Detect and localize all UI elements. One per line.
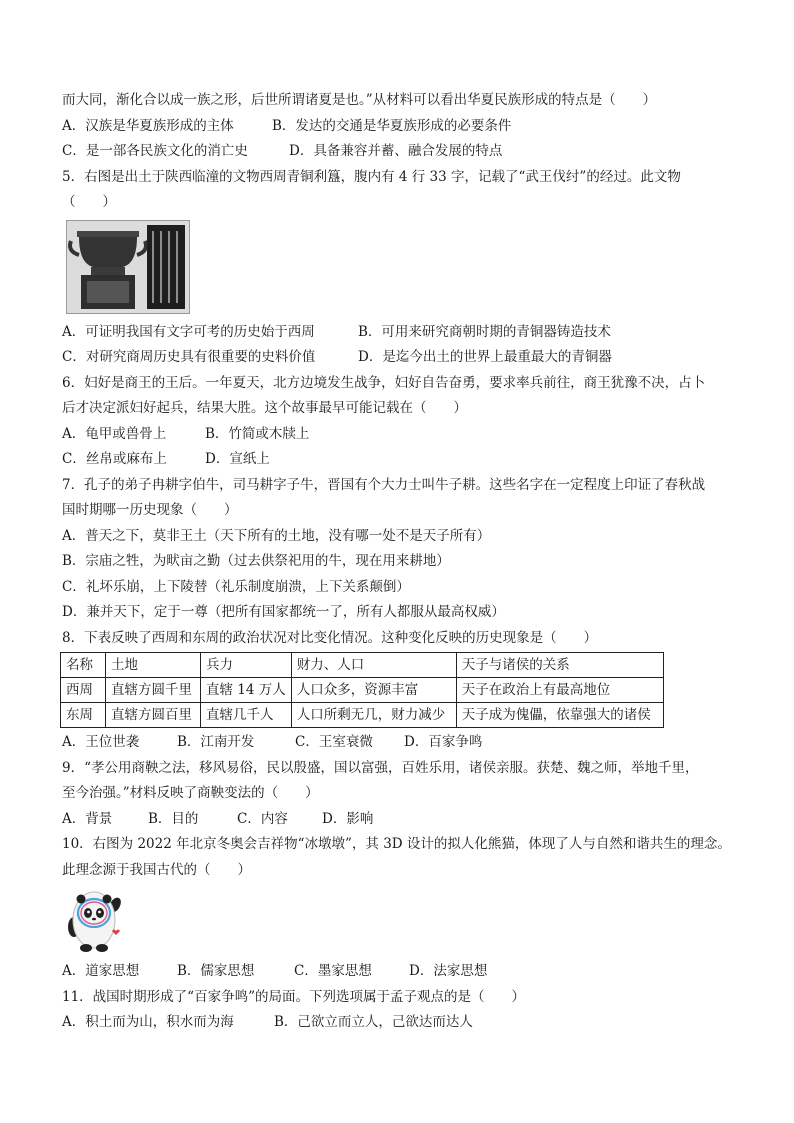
- q5-option-b[interactable]: B．可用来研究商朝时期的青铜器铸造技术: [358, 323, 611, 340]
- bing-dwen-dwen-figure: [64, 887, 124, 953]
- table-row: [61, 703, 664, 728]
- table-header-row: [61, 653, 664, 678]
- q8-option-a[interactable]: A．王位世袭: [62, 734, 140, 750]
- q7-option-a[interactable]: A．普天之下，莫非王土（天下所有的土地，没有哪一处不是天子所有）: [62, 527, 491, 544]
- table-header-cell: 天子与诸侯的关系: [456, 653, 663, 678]
- q4-option-a[interactable]: A．汉族是华夏族形成的主体: [62, 117, 234, 134]
- q10-option-d[interactable]: D．法家思想: [409, 963, 488, 979]
- table-cell: 天子成为傀儡，依靠强大的诸侯: [456, 703, 663, 728]
- q4-stem-tail: 而大同，渐化合以成一族之形，后世所谓诸夏是也。”从材料可以看出华夏民族形成的特点是（ ）: [62, 92, 657, 108]
- q9-stem-line1: 9．“孝公用商鞅之法，移风易俗，民以殷盛，国以富强，百姓乐用，诸侯亲服。获楚、魏之师，举地千里，: [62, 759, 699, 776]
- q9-option-c[interactable]: C．内容: [237, 810, 288, 827]
- q5-options-row1: [62, 320, 742, 346]
- q10-stem-line1: 10．右图为 2022 年北京冬奥会吉祥物“冰墩墩”，其 3D 设计的拟人化熊猫，体现了人与自然和谐共生的理念。: [62, 836, 731, 852]
- q8-option-b[interactable]: B．江南开发: [177, 734, 255, 750]
- table-row: [61, 678, 664, 703]
- table-cell: 直辖方圆百里: [106, 703, 201, 728]
- table-cell: 人口众多，资源丰富: [291, 678, 456, 703]
- q10-option-a[interactable]: A．道家思想: [62, 963, 140, 979]
- q5-options-row2: [62, 345, 742, 371]
- q5-option-d[interactable]: D．是迄今出土的世界上最重最大的青铜器: [358, 349, 612, 365]
- q7-option-b[interactable]: B．宗庙之牲，为畎亩之勤（过去供祭祀用的牛，现在用来耕地）: [62, 553, 450, 569]
- q9-stem-line2: 至今治强。”材料反映了商鞅变法的（ ）: [62, 785, 319, 801]
- table-cell: 天子在政治上有最高地位: [456, 678, 663, 703]
- bronze-vessel-icon: [67, 221, 189, 313]
- q5-stem-line2: （ ）: [62, 194, 116, 210]
- q11-stem: 11．战国时期形成了“百家争鸣”的局面。下列选项属于孟子观点的是（ ）: [62, 988, 525, 1005]
- exam-page: [62, 88, 742, 1036]
- table-header-cell: 土地: [106, 653, 201, 678]
- table-cell: 西周: [61, 678, 106, 703]
- q10-option-c[interactable]: C．墨家思想: [294, 963, 372, 979]
- q8-stem: 8．下表反映了西周和东周的政治状况对比变化情况。这种变化反映的历史现象是（ ）: [62, 629, 598, 646]
- table-header-cell: 兵力: [201, 653, 292, 678]
- panda-mascot-icon: [64, 887, 124, 953]
- q6-stem-line2: 后才决定派妇好起兵，结果大胜。这个故事最早可能记载在（ ）: [62, 400, 467, 416]
- q10-stem-line2: 此理念源于我国古代的（ ）: [62, 861, 251, 878]
- q7-stem-line2: 国时期哪一历史现象（ ）: [62, 502, 238, 518]
- q6-options-row2: [62, 447, 742, 473]
- q4-options-row2: [62, 139, 742, 165]
- q11-options-row1: [62, 1010, 742, 1036]
- q5-option-a[interactable]: A．可证明我国有文字可考的历史始于西周: [62, 323, 315, 340]
- q9-option-b[interactable]: B．目的: [148, 810, 199, 827]
- q9-option-d[interactable]: D．影响: [322, 810, 374, 827]
- q6-stem-line1: 6．妇好是商王的王后。一年夏天，北方边境发生战争，妇好自告奋勇，要求率兵前往，商王犹豫不决，占卜: [62, 374, 706, 391]
- q11-option-a[interactable]: A．积土而为山，积水而为海: [62, 1014, 234, 1030]
- q4-option-b[interactable]: B．发达的交通是华夏族形成的必要条件: [272, 117, 512, 134]
- q7-option-c[interactable]: C．礼坏乐崩，上下陵替（礼乐制度崩溃，上下关系颠倒）: [62, 578, 410, 595]
- q6-option-d[interactable]: D．宣纸上: [205, 451, 270, 467]
- q6-options-row1: [62, 422, 742, 448]
- table-cell: 人口所剩无几，财力减少: [291, 703, 456, 728]
- table-cell: 直辖 14 万人: [201, 678, 292, 703]
- q4-options-row1: [62, 114, 742, 140]
- q7-stem-line1: 7．孔子的弟子冉耕字伯牛，司马耕字子牛，晋国有个大力士叫牛子耕。这些名字在一定程度上印证了春秋战: [62, 476, 706, 493]
- q9-options-row: [62, 807, 742, 833]
- q10-options-row: [62, 959, 742, 985]
- q10-option-b[interactable]: B．儒家思想: [177, 963, 255, 979]
- zhou-comparison-table: [60, 652, 664, 728]
- q6-option-a[interactable]: A．龟甲或兽骨上: [62, 425, 167, 442]
- table-header-cell: 财力、人口: [291, 653, 456, 678]
- table-cell: 东周: [61, 703, 106, 728]
- q4-option-d[interactable]: D．具备兼容并蓄、融合发展的特点: [289, 143, 503, 159]
- q5-option-c[interactable]: C．对研究商周历史具有很重要的史料价值: [62, 349, 316, 365]
- q9-option-a[interactable]: A．背景: [62, 810, 113, 827]
- q8-option-c[interactable]: C．王室衰微: [295, 734, 373, 750]
- q6-option-c[interactable]: C．丝帛或麻布上: [62, 451, 167, 467]
- q7-option-d[interactable]: D．兼并天下，定于一尊（把所有国家都统一了，所有人都服从最高权威）: [62, 604, 505, 620]
- q8-options-row: [62, 730, 742, 756]
- q11-option-b[interactable]: B．己欲立而立人，己欲达而达人: [274, 1014, 473, 1030]
- bronze-gui-figure: [66, 220, 190, 314]
- q8-option-d[interactable]: D．百家争鸣: [404, 734, 483, 750]
- q5-stem-line1: 5．右图是出土于陕西临潼的文物西周青铜利簋，腹内有 4 行 33 字，记载了“武王伐纣”的经过。此文物: [62, 168, 681, 185]
- q4-option-c[interactable]: C．是一部各民族文化的消亡史: [62, 143, 248, 159]
- q6-option-b[interactable]: B．竹简或木牍上: [205, 425, 310, 442]
- table-cell: 直辖几千人: [201, 703, 292, 728]
- table-header-cell: 名称: [61, 653, 106, 678]
- table-cell: 直辖方圆千里: [106, 678, 201, 703]
